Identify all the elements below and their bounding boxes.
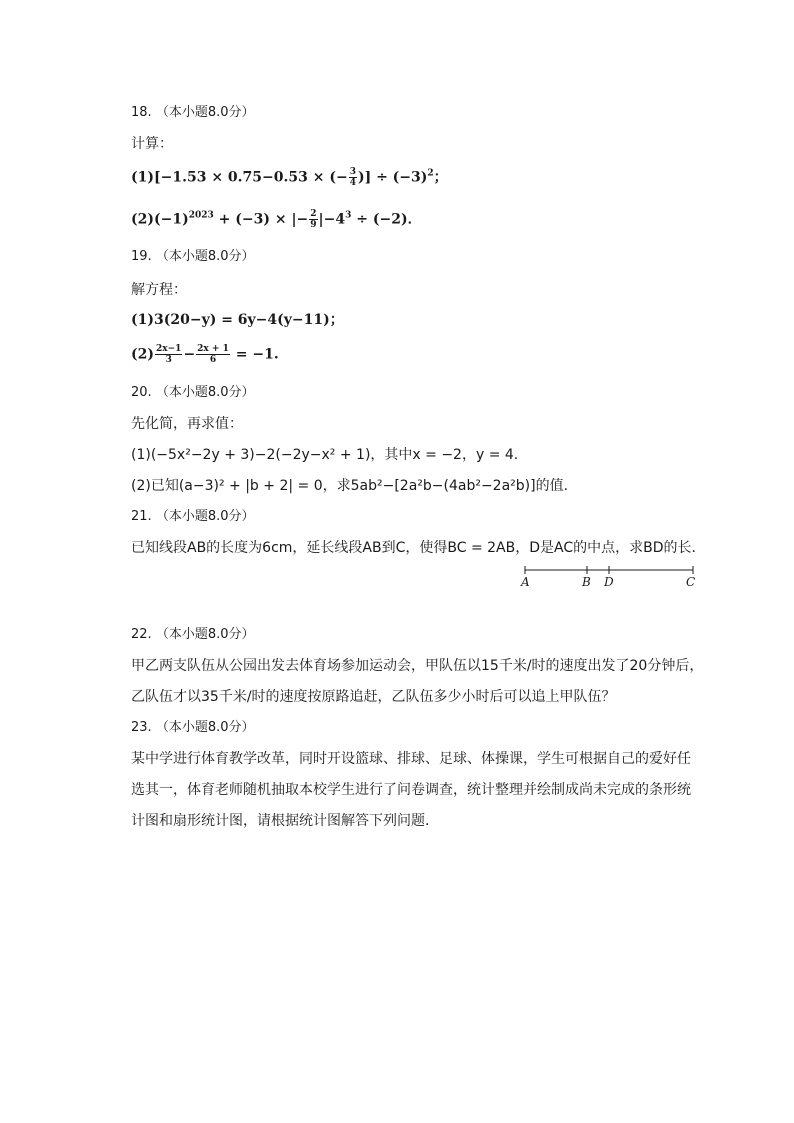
q19-part2: (2) $\frac{2x-1}{3}$ − $\frac{2x + 1}{6}$ = −1. (131, 344, 279, 365)
q19-fraction-1: $\frac{2x-1}{3}$ (156, 344, 182, 365)
q20-score: （本小题8.0分） (155, 385, 255, 400)
q18-score: （本小题8.0分） (155, 105, 255, 120)
q18-p1-text: (1)[−1.53 × 0.75−0.53 × (− (131, 169, 348, 186)
q20-part2: (2)已知(a−3)² + |b + 2| = 0，求5ab²−[2a²b−(4ab²−2a²b)]的值. (131, 478, 569, 494)
q19-fraction-2: $\frac{2x + 1}{6}$ (197, 344, 229, 365)
q19-part1: (1)3(20−y) = 6y−4(y−11)； (131, 312, 344, 328)
q21-header (131, 507, 255, 527)
label-c: C (686, 575, 696, 589)
segment-svg (517, 562, 697, 592)
q22-score: （本小题8.0分） (155, 627, 255, 642)
q20-header (131, 383, 255, 403)
q23-score: （本小题8.0分） (155, 720, 255, 735)
label-b: B (582, 575, 591, 589)
q23-line3: 计图和扇形统计图，请根据统计图解答下列问题． (131, 813, 439, 829)
q23-line1: 某中学进行体育教学改革，同时开设篮球、排球、足球、体操课，学生可根据自己的爱好任 (131, 751, 691, 767)
q22-number: 22. (131, 627, 152, 642)
q23-number: 23. (131, 720, 152, 735)
q23-line2: 选其一，体育老师随机抽取本校学生进行了问卷调查，统计整理并绘制成尚未完成的条形统 (131, 782, 691, 798)
label-d: D (604, 575, 614, 589)
q22-line1: 甲乙两支队伍从公园出发去体育场参加运动会，甲队伍以15千米/时的速度出发了20分钟后， (131, 658, 704, 674)
q21-number: 21. (131, 509, 152, 524)
q18-p2-fraction: $\frac{2}{9}$ (310, 209, 317, 230)
q19-instruction: 解方程： (131, 282, 187, 298)
q18-header (131, 103, 255, 123)
q18-instruction: 计算： (131, 136, 173, 152)
q23-header (131, 718, 255, 738)
q18-part2: $(2)(-1)^{2023} + (-3)$ × |− $\frac{2}{9}$ $|-4^3 \div (-2)$． (131, 209, 422, 230)
q19-score: （本小题8.0分） (155, 249, 255, 264)
q21-score: （本小题8.0分） (155, 509, 255, 524)
q19-number: 19. (131, 249, 152, 264)
q21-text: 已知线段AB的长度为6cm，延长线段AB到C，使得BC = 2AB，D是AC的中点，求BD的长． (131, 540, 706, 556)
q22-header (131, 625, 255, 645)
q18-part1: (1)[−1.53 × 0.75−0.53 × (− $\frac{3}{4}$ )] ÷ $(-3)^2$； (131, 167, 448, 188)
q18-p1-fraction: $\frac{3}{4}$ (349, 167, 356, 188)
q18-number: 18. (131, 105, 152, 120)
q22-line2: 乙队伍才以35千米/时的速度按原路追赶，乙队伍多少小时后可以追上甲队伍？ (131, 689, 616, 705)
q19-header (131, 247, 255, 267)
q20-instruction: 先化简，再求值： (131, 416, 243, 432)
segment-diagram (517, 562, 697, 592)
label-a: A (521, 575, 530, 589)
q20-number: 20. (131, 385, 152, 400)
q20-part1: (1)(−5x²−2y + 3)−2(−2y−x² + 1)，其中x = −2，y = 4. (131, 447, 519, 463)
